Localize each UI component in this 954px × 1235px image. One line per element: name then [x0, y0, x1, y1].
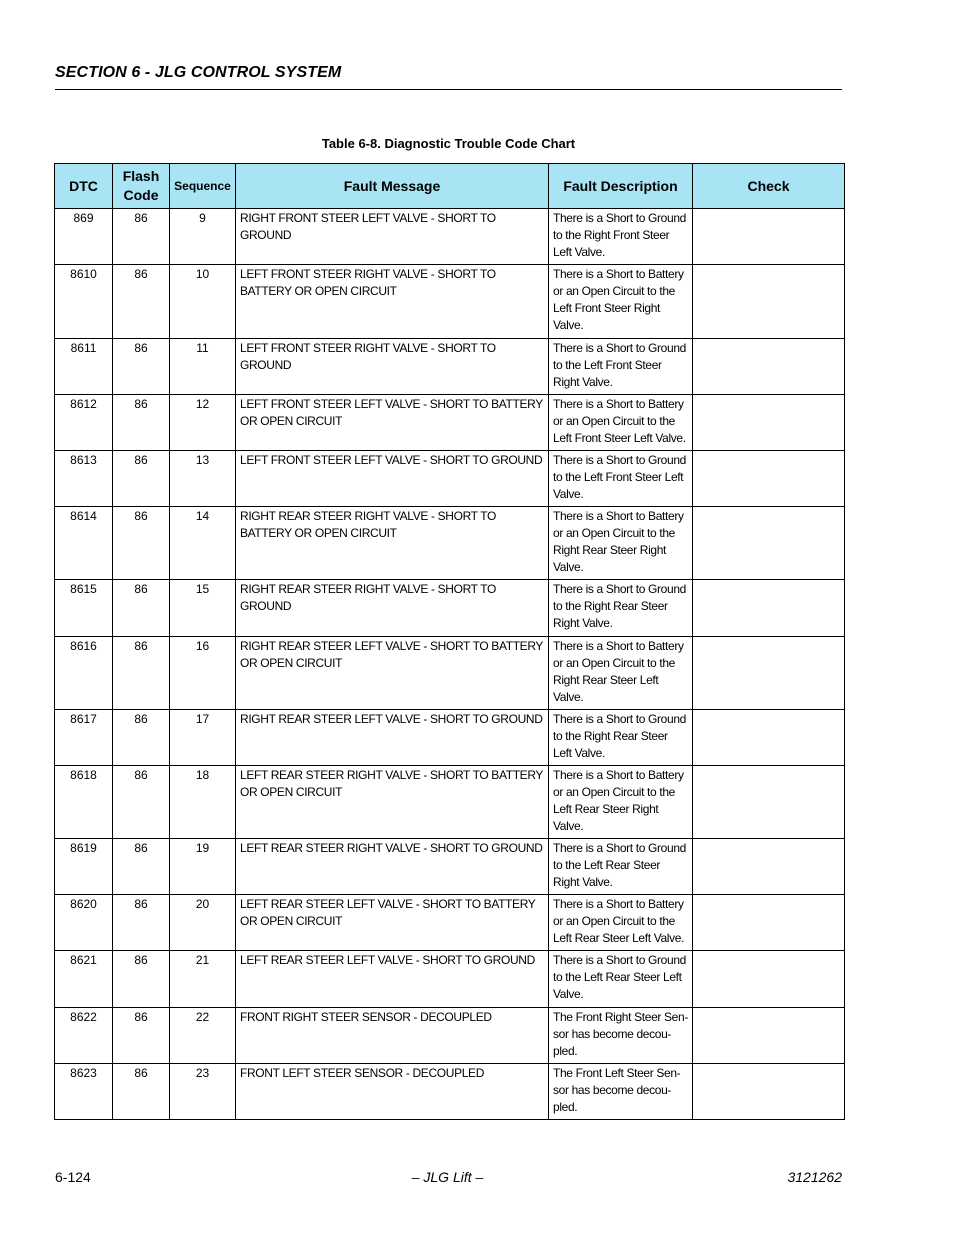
cell-fault-description: There is a Short to Battery or an Open Circuit to the Left Rear Steer Left Valve. [549, 895, 693, 951]
cell-sequence: 11 [170, 339, 236, 395]
cell-flash-code: 86 [113, 580, 170, 637]
cell-check [693, 951, 845, 1008]
cell-fault-description: The Front Right Steer Sen-sor has become decou-pled. [549, 1008, 693, 1064]
cell-dtc: 8612 [55, 395, 113, 451]
cell-fault-description: There is a Short to Battery or an Open Circuit to the Right Rear Steer Left Valve. [549, 637, 693, 710]
col-header-dtc: DTC [55, 164, 113, 209]
cell-sequence: 17 [170, 710, 236, 766]
cell-fault-description: There is a Short to Battery or an Open Circuit to the Left Front Steer Left Valve. [549, 395, 693, 451]
cell-flash-code: 86 [113, 710, 170, 766]
cell-fault-message: LEFT FRONT STEER LEFT VALVE - SHORT TO GROUND [236, 451, 549, 507]
cell-dtc: 8616 [55, 637, 113, 710]
table-row [55, 951, 845, 1008]
cell-fault-message: RIGHT REAR STEER RIGHT VALVE - SHORT TO BATTERY OR OPEN CIRCUIT [236, 507, 549, 580]
cell-sequence: 18 [170, 766, 236, 839]
cell-fault-message: LEFT REAR STEER LEFT VALVE - SHORT TO GROUND [236, 951, 549, 1008]
cell-fault-description: There is a Short to Battery or an Open Circuit to the Right Rear Steer Right Valve. [549, 507, 693, 580]
header-rule [55, 89, 842, 90]
cell-sequence: 23 [170, 1064, 236, 1120]
cell-dtc: 869 [55, 209, 113, 265]
cell-flash-code: 86 [113, 451, 170, 507]
cell-fault-message: FRONT LEFT STEER SENSOR - DECOUPLED [236, 1064, 549, 1120]
cell-sequence: 16 [170, 637, 236, 710]
col-header-check: Check [693, 164, 845, 209]
cell-fault-description: There is a Short to Ground to the Left Rear Steer Right Valve. [549, 839, 693, 895]
footer-center-text: – JLG Lift – [411, 1169, 484, 1185]
cell-sequence: 10 [170, 265, 236, 339]
cell-check [693, 637, 845, 710]
cell-sequence: 13 [170, 451, 236, 507]
table-row [55, 766, 845, 839]
cell-fault-description: There is a Short to Ground to the Left Rear Steer Left Valve. [549, 951, 693, 1008]
cell-dtc: 8615 [55, 580, 113, 637]
table-row [55, 507, 845, 580]
cell-flash-code: 86 [113, 339, 170, 395]
cell-sequence: 22 [170, 1008, 236, 1064]
cell-flash-code: 86 [113, 895, 170, 951]
cell-flash-code: 86 [113, 265, 170, 339]
cell-fault-description: There is a Short to Ground to the Left Front Steer Right Valve. [549, 339, 693, 395]
cell-flash-code: 86 [113, 839, 170, 895]
cell-fault-description: There is a Short to Ground to the Left Front Steer Left Valve. [549, 451, 693, 507]
cell-sequence: 9 [170, 209, 236, 265]
cell-fault-description: There is a Short to Ground to the Right Rear Steer Left Valve. [549, 710, 693, 766]
cell-flash-code: 86 [113, 1064, 170, 1120]
cell-check [693, 580, 845, 637]
cell-flash-code: 86 [113, 637, 170, 710]
footer-doc-number: 3121262 [787, 1169, 842, 1185]
section-title: SECTION 6 - JLG CONTROL SYSTEM [55, 64, 342, 81]
dtc-table [54, 163, 845, 1120]
table-row [55, 637, 845, 710]
cell-fault-message: RIGHT FRONT STEER LEFT VALVE - SHORT TO GROUND [236, 209, 549, 265]
cell-fault-message: LEFT REAR STEER RIGHT VALVE - SHORT TO GROUND [236, 839, 549, 895]
cell-flash-code: 86 [113, 395, 170, 451]
table-row [55, 339, 845, 395]
cell-check [693, 895, 845, 951]
col-header-sequence: Sequence [170, 164, 236, 209]
cell-fault-description: There is a Short to Battery or an Open Circuit to the Left Rear Steer Right Valve. [549, 766, 693, 839]
table-header-row [55, 164, 845, 209]
cell-dtc: 8613 [55, 451, 113, 507]
table-row [55, 895, 845, 951]
cell-flash-code: 86 [113, 1008, 170, 1064]
table-row [55, 1008, 845, 1064]
cell-fault-message: FRONT RIGHT STEER SENSOR - DECOUPLED [236, 1008, 549, 1064]
cell-dtc: 8620 [55, 895, 113, 951]
cell-dtc: 8610 [55, 265, 113, 339]
cell-fault-description: The Front Left Steer Sen-sor has become decou-pled. [549, 1064, 693, 1120]
cell-check [693, 839, 845, 895]
cell-fault-message: LEFT FRONT STEER RIGHT VALVE - SHORT TO BATTERY OR OPEN CIRCUIT [236, 265, 549, 339]
cell-dtc: 8618 [55, 766, 113, 839]
table-row [55, 710, 845, 766]
cell-check [693, 265, 845, 339]
cell-dtc: 8622 [55, 1008, 113, 1064]
table-row [55, 395, 845, 451]
cell-dtc: 8614 [55, 507, 113, 580]
cell-check [693, 395, 845, 451]
table-row [55, 580, 845, 637]
table-body [55, 209, 845, 1120]
cell-check [693, 209, 845, 265]
cell-fault-message: RIGHT REAR STEER LEFT VALVE - SHORT TO GROUND [236, 710, 549, 766]
table-caption: Table 6-8. Diagnostic Trouble Code Chart [321, 136, 576, 151]
cell-sequence: 21 [170, 951, 236, 1008]
cell-fault-message: RIGHT REAR STEER LEFT VALVE - SHORT TO BATTERY OR OPEN CIRCUIT [236, 637, 549, 710]
cell-sequence: 12 [170, 395, 236, 451]
cell-sequence: 19 [170, 839, 236, 895]
cell-check [693, 507, 845, 580]
cell-dtc: 8617 [55, 710, 113, 766]
footer-page-number: 6-124 [55, 1169, 91, 1185]
cell-check [693, 710, 845, 766]
cell-fault-message: LEFT FRONT STEER LEFT VALVE - SHORT TO BATTERY OR OPEN CIRCUIT [236, 395, 549, 451]
cell-fault-message: RIGHT REAR STEER RIGHT VALVE - SHORT TO GROUND [236, 580, 549, 637]
cell-sequence: 15 [170, 580, 236, 637]
cell-check [693, 339, 845, 395]
cell-flash-code: 86 [113, 209, 170, 265]
col-header-fault-message: Fault Message [236, 164, 549, 209]
cell-fault-description: There is a Short to Ground to the Right Rear Steer Right Valve. [549, 580, 693, 637]
table-row [55, 839, 845, 895]
cell-fault-message: LEFT REAR STEER RIGHT VALVE - SHORT TO BATTERY OR OPEN CIRCUIT [236, 766, 549, 839]
cell-check [693, 1064, 845, 1120]
cell-sequence: 20 [170, 895, 236, 951]
cell-fault-description: There is a Short to Ground to the Right Front Steer Left Valve. [549, 209, 693, 265]
table-row [55, 1064, 845, 1120]
col-header-flash-code: Flash Code [113, 164, 170, 209]
cell-check [693, 1008, 845, 1064]
table-row [55, 451, 845, 507]
cell-fault-message: LEFT REAR STEER LEFT VALVE - SHORT TO BATTERY OR OPEN CIRCUIT [236, 895, 549, 951]
col-header-fault-description: Fault Description [549, 164, 693, 209]
cell-fault-message: LEFT FRONT STEER RIGHT VALVE - SHORT TO GROUND [236, 339, 549, 395]
cell-dtc: 8621 [55, 951, 113, 1008]
cell-flash-code: 86 [113, 507, 170, 580]
cell-dtc: 8611 [55, 339, 113, 395]
cell-flash-code: 86 [113, 951, 170, 1008]
cell-sequence: 14 [170, 507, 236, 580]
cell-dtc: 8623 [55, 1064, 113, 1120]
table-row [55, 209, 845, 265]
cell-check [693, 766, 845, 839]
cell-dtc: 8619 [55, 839, 113, 895]
cell-flash-code: 86 [113, 766, 170, 839]
cell-fault-description: There is a Short to Battery or an Open Circuit to the Left Front Steer Right Valve. [549, 265, 693, 339]
cell-check [693, 451, 845, 507]
table-row [55, 265, 845, 339]
